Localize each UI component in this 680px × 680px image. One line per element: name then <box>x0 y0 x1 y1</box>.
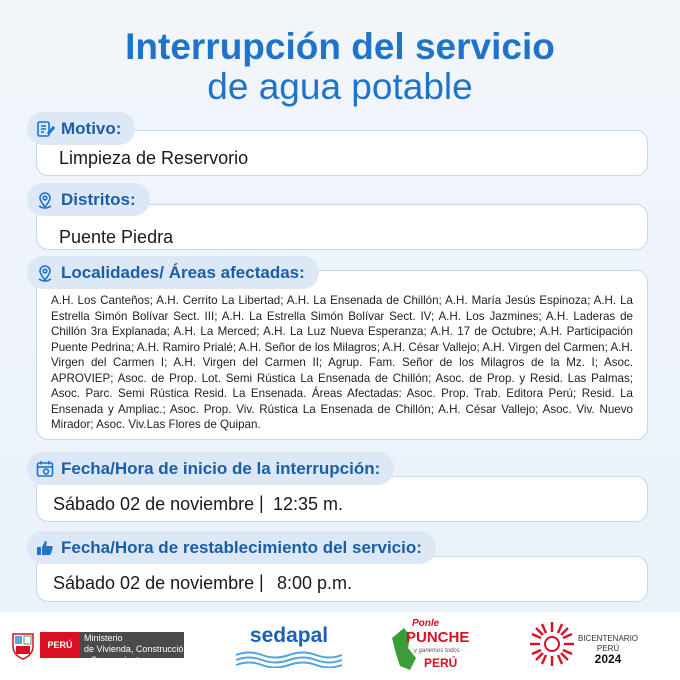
ponle-line4: PERÚ <box>424 656 458 670</box>
location-pin-icon <box>35 263 55 283</box>
localidades-value: A.H. Los Canteños; A.H. Cerrito La Libertad; A.H. La Ensenada de Chillón; A.H. María Jesús Espinoza; A.H. La Estrella Simón Bolívar Sect. III; A.H. La Estrella Simón Bolívar Sect. IV; A.H. Los Jazmines; A.H. Laderas de Chillón 3ra Explanada; A.H. La Merced; A.H. La Luz Nueva Esperanza; A.H. 17 de Octubre; A.H. Participación Puente Pedrina; A.H. Ramiro Prialé; A.H. Señor de los Milagros; A.H. César Vallejo; A.H. Virgen del Carmen; A.H. Virgen del Carmen I; A.H. Virgen del Carmen II; Agrup. Fam. Señor de los Milagros de la Mz. I; Asoc. APROVIEP; Asoc. de Prop. Lot. Semi Rústica La Ensenada de Chillón; Asoc. de Prop. y Resid. Las Palmas; Asoc. Parc. Semi Rústica Resid. La Ensenada. Áreas Afectadas: Asoc. Prop. Trab. Editora Perú; Resid. La Ensenada y Ampliac.; Asoc. Prop. Viv. Rústica La Ensenada de Chillón; A.H. César Vallejo; Asoc. Viv. Nuevo Mirador; Asoc. Viv.Las Flores de Quipan. <box>51 294 633 431</box>
inicio-time: 12:35 m. <box>273 494 344 514</box>
ministry-line1: Ministerio <box>84 633 123 643</box>
motivo-value: Limpieza de Reservorio <box>59 148 249 168</box>
peru-coat-of-arms-icon <box>10 630 36 660</box>
inicio-separator: | <box>259 493 264 513</box>
ponle-line2: PUNCHE <box>406 629 470 646</box>
inicio-label-text: Fecha/Hora de inicio de la interrupción: <box>61 458 381 478</box>
localidades-label <box>27 256 319 289</box>
ministry-line3: y Saneamiento <box>84 655 145 665</box>
localidades-box <box>36 270 648 440</box>
ministry-line2: de Vivienda, Construcción <box>84 644 189 654</box>
ponle-line1: Ponle <box>412 618 440 629</box>
motivo-label <box>27 112 135 145</box>
bicentenario-line2: PERÚ <box>596 644 620 653</box>
restablecimiento-date: Sábado 02 de noviembre <box>53 573 255 593</box>
inicio-label <box>27 452 394 485</box>
ministry-text <box>84 633 188 666</box>
inicio-date: Sábado 02 de noviembre <box>53 494 255 514</box>
localidades-label-text: Localidades/ Áreas afectadas: <box>61 262 305 282</box>
bicentenario-line1: BICENTENARIO <box>578 634 639 643</box>
page-title-line1: Interrupción del servicio <box>125 26 555 67</box>
restablecimiento-label <box>27 531 436 564</box>
peru-flag-text: PERÚ <box>47 640 73 650</box>
restablecimiento-label-text: Fecha/Hora de restablecimiento del servicio: <box>61 537 422 557</box>
bicentenario-text <box>578 634 638 664</box>
ponle-line3: y ganemos todos <box>414 648 460 654</box>
peru-flag-logo <box>40 632 80 658</box>
motivo-label-text: Motivo: <box>61 118 122 138</box>
restablecimiento-time: 8:00 p.m. <box>277 573 353 593</box>
distritos-label <box>27 183 150 216</box>
ponle-punche-logo <box>388 618 474 676</box>
clipboard-edit-icon <box>35 119 55 139</box>
page-title-line2: de agua potable <box>207 66 473 107</box>
sedapal-waves-icon <box>234 650 344 668</box>
bicentenario-year: 2024 <box>594 652 622 666</box>
location-pin-icon <box>35 190 55 210</box>
distritos-label-text: Distritos: <box>61 189 136 209</box>
footer <box>0 612 680 680</box>
distritos-value: Puente Piedra <box>59 227 174 247</box>
bicentenario-emblem-icon <box>528 620 576 668</box>
thumbs-up-icon <box>35 538 55 558</box>
restablecimiento-separator: | <box>259 572 264 592</box>
sedapal-logo-text: sedapal <box>249 624 329 647</box>
calendar-icon <box>35 459 55 479</box>
